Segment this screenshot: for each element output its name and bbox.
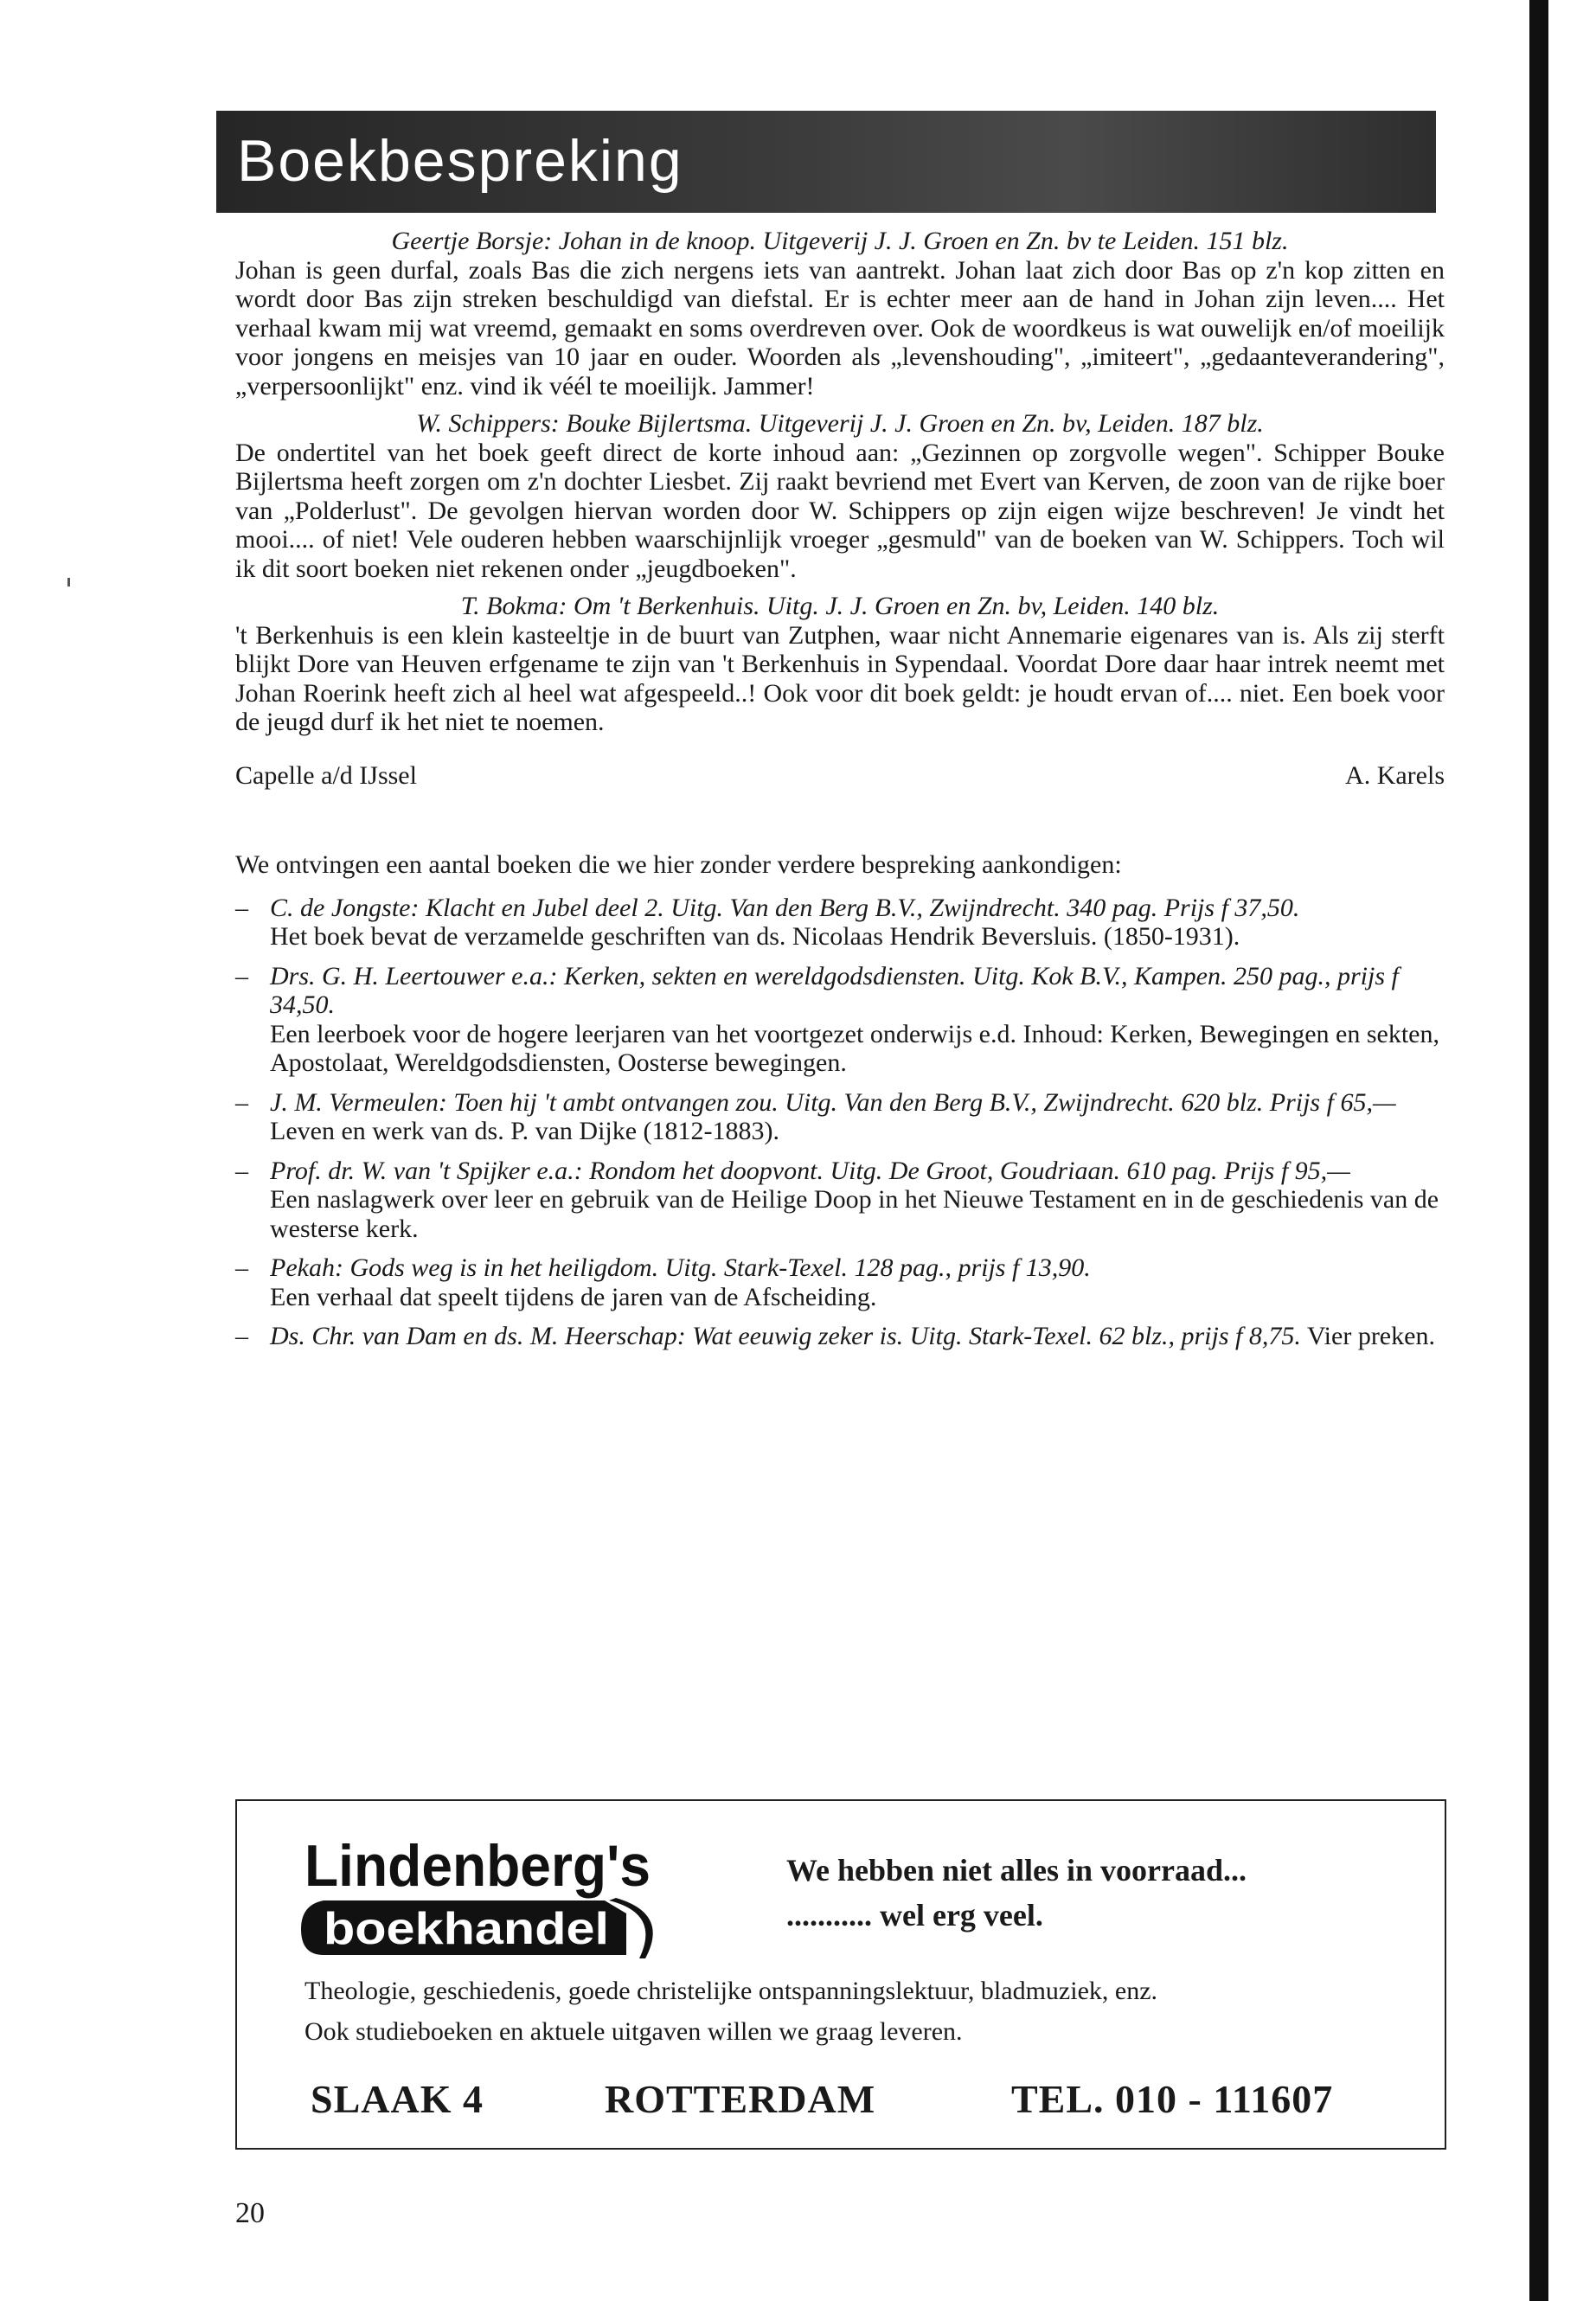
logo-line1: Lindenberg's (304, 1833, 651, 1899)
book-title: Pekah: Gods weg is in het heiligdom. Uitg. Stark-Texel. 128 pag., prijs f 13,90. (270, 1253, 1091, 1282)
signature-place: Capelle a/d IJssel (235, 760, 417, 790)
main-content (235, 227, 1445, 1362)
ad-address: SLAAK 4 (311, 2077, 484, 2121)
bookstore-advertisement (235, 1799, 1446, 2150)
book-description: Een verhaal dat speelt tijdens de jaren van de Afscheiding. (270, 1282, 877, 1311)
review-1 (235, 227, 1445, 401)
list-dash: – (235, 1322, 248, 1350)
announcement-item (235, 1157, 1445, 1244)
logo-line2: boekhandel (324, 1904, 609, 1954)
review-text: Johan is geen durfal, zoals Bas die zich nergens iets van aantrekt. Johan laat zich door Bas op z'n kop zitten en wordt door Bas zijn streken beschuldigd van diefstal. Er is echter meer aan de hand in Johan zijn leven.... Het verhaal kwam mij wat vreemd, gemaakt en soms overdreven over. Ook de woordkeus is wat ouwelijk en/of moeilijk voor jongens en meisjes van 10 jaar en ouder. Woorden als „levenshouding", „imiteert", „gedaanteverandering", „verpersoonlijkt" enz. vind ik véél te moeilijk. Jammer! (235, 255, 1445, 401)
list-dash: – (235, 1253, 248, 1282)
announcement-item (235, 1253, 1445, 1311)
announcement-item (235, 1322, 1445, 1351)
list-dash: – (235, 961, 248, 990)
announcements-intro: We ontvingen een aantal boeken die we hier zonder verdere bespreking aankondigen: (235, 850, 1122, 879)
ad-phone: TEL. 010 - 111607 (1011, 2077, 1334, 2121)
ad-description-1: Theologie, geschiedenis, goede christelijke ontspanningslektuur, bladmuziek, enz. (304, 1977, 1158, 2005)
review-3 (235, 592, 1445, 737)
list-dash: – (235, 1156, 248, 1185)
list-dash: – (235, 893, 248, 922)
review-2 (235, 409, 1445, 583)
review-text: De ondertitel van het boek geeft direct de korte inhoud aan: „Gezinnen op zorgvolle wegen". Schipper Bouke Bijlertsma heeft zorgen om z'n dochter Liesbet. Zij raakt bevriend met Evert van Kerven, de zoon van de rijke boer van „Polderlust". De gevolgen hiervan worden door W. Schippers op zijn eigen wijze beschreven! Je vindt het mooi.... of niet! Vele ouderen hebben waarschijnlijk vroeger „gesmuld" van de boeken van W. Schippers. Toch wil ik dit soort boeken niet rekenen onder „jeugdboeken". (235, 438, 1445, 583)
signature (235, 761, 1445, 791)
book-title: Drs. G. H. Leertouwer e.a.: Kerken, sekten en wereldgodsdiensten. Uitg. Kok B.V., Kampen. 250 pag., prijs f 34,50. (270, 961, 1399, 1019)
ad-city: ROTTERDAM (605, 2077, 876, 2121)
book-description: Een naslagwerk over leer en gebruik van de Heilige Doop in het Nieuwe Testament en in de geschiedenis van de westerse kerk. (270, 1185, 1439, 1243)
page-edge-bar (1529, 0, 1548, 2301)
announcement-list (235, 894, 1445, 1351)
book-description: Het boek bevat de verzamelde geschriften van ds. Nicolaas Hendrik Beversluis. (1850-1931). (270, 922, 1240, 951)
book-title: C. de Jongste: Klacht en Jubel deel 2. Uitg. Van den Berg B.V., Zwijndrecht. 340 pag. Prijs f 37,50. (270, 893, 1300, 922)
page-number: 20 (235, 2197, 265, 2229)
bookstore-logo (298, 1818, 670, 1965)
book-description: Leven en werk van ds. P. van Dijke (1812-1883). (270, 1117, 780, 1145)
book-extra: Vier preken. (1300, 1322, 1435, 1350)
book-title: Ds. Chr. van Dam en ds. M. Heerschap: Wat eeuwig zeker is. Uitg. Stark-Texel. 62 blz., prijs f 8,75. (270, 1322, 1301, 1350)
book-description: Een leerboek voor de hogere leerjaren van het voortgezet onderwijs e.d. Inhoud: Kerken, Bewegingen en sekten, Apostolaat, Wereldgodsdiensten, Oosterse bewegingen. (270, 1019, 1439, 1077)
scan-mark (67, 578, 70, 586)
announcement-item (235, 962, 1445, 1078)
announcement-item (235, 894, 1445, 952)
book-title: J. M. Vermeulen: Toen hij 't ambt ontvangen zou. Uitg. Van den Berg B.V., Zwijndrecht. 620 blz. Prijs f 65,— (270, 1087, 1396, 1117)
review-text: 't Berkenhuis is een klein kasteeltje in de buurt van Zutphen, waar nicht Annemarie eigenares van is. Als zij sterft blijkt Dore van Heuven erfgename te zijn van 't Berkenhuis in Sypendaal. Voordat Dore daar haar intrek neemt met Johan Roerink heeft zich al heel wat afgespeeld..! Ook voor dit boek geldt: je houdt ervan of.... niet. Een boek voor de jeugd durf ik het niet te noemen. (235, 620, 1445, 736)
page-title: Boekbespreking (237, 128, 683, 194)
list-dash: – (235, 1087, 248, 1117)
header-band (216, 111, 1436, 213)
ad-tagline-1: We hebben niet alles in voorraad... (786, 1853, 1247, 1888)
review-byline: Geertje Borsje: Johan in de knoop. Uitgeverij J. J. Groen en Zn. bv te Leiden. 151 blz. (391, 227, 1289, 255)
announcement-item (235, 1088, 1445, 1146)
signature-author: A. Karels (1345, 760, 1445, 790)
book-title: Prof. dr. W. van 't Spijker e.a.: Rondom het doopvont. Uitg. De Groot, Goudriaan. 610 pag. Prijs f 95,— (270, 1156, 1350, 1185)
ad-description-2: Ook studieboeken en aktuele uitgaven willen we graag leveren. (304, 2017, 963, 2046)
review-byline: T. Bokma: Om 't Berkenhuis. Uitg. J. J. Groen en Zn. bv, Leiden. 140 blz. (460, 592, 1220, 620)
review-byline: W. Schippers: Bouke Bijlertsma. Uitgeverij J. J. Groen en Zn. bv, Leiden. 187 blz. (416, 409, 1264, 438)
ad-tagline-2: ........... wel erg veel. (786, 1898, 1043, 1932)
